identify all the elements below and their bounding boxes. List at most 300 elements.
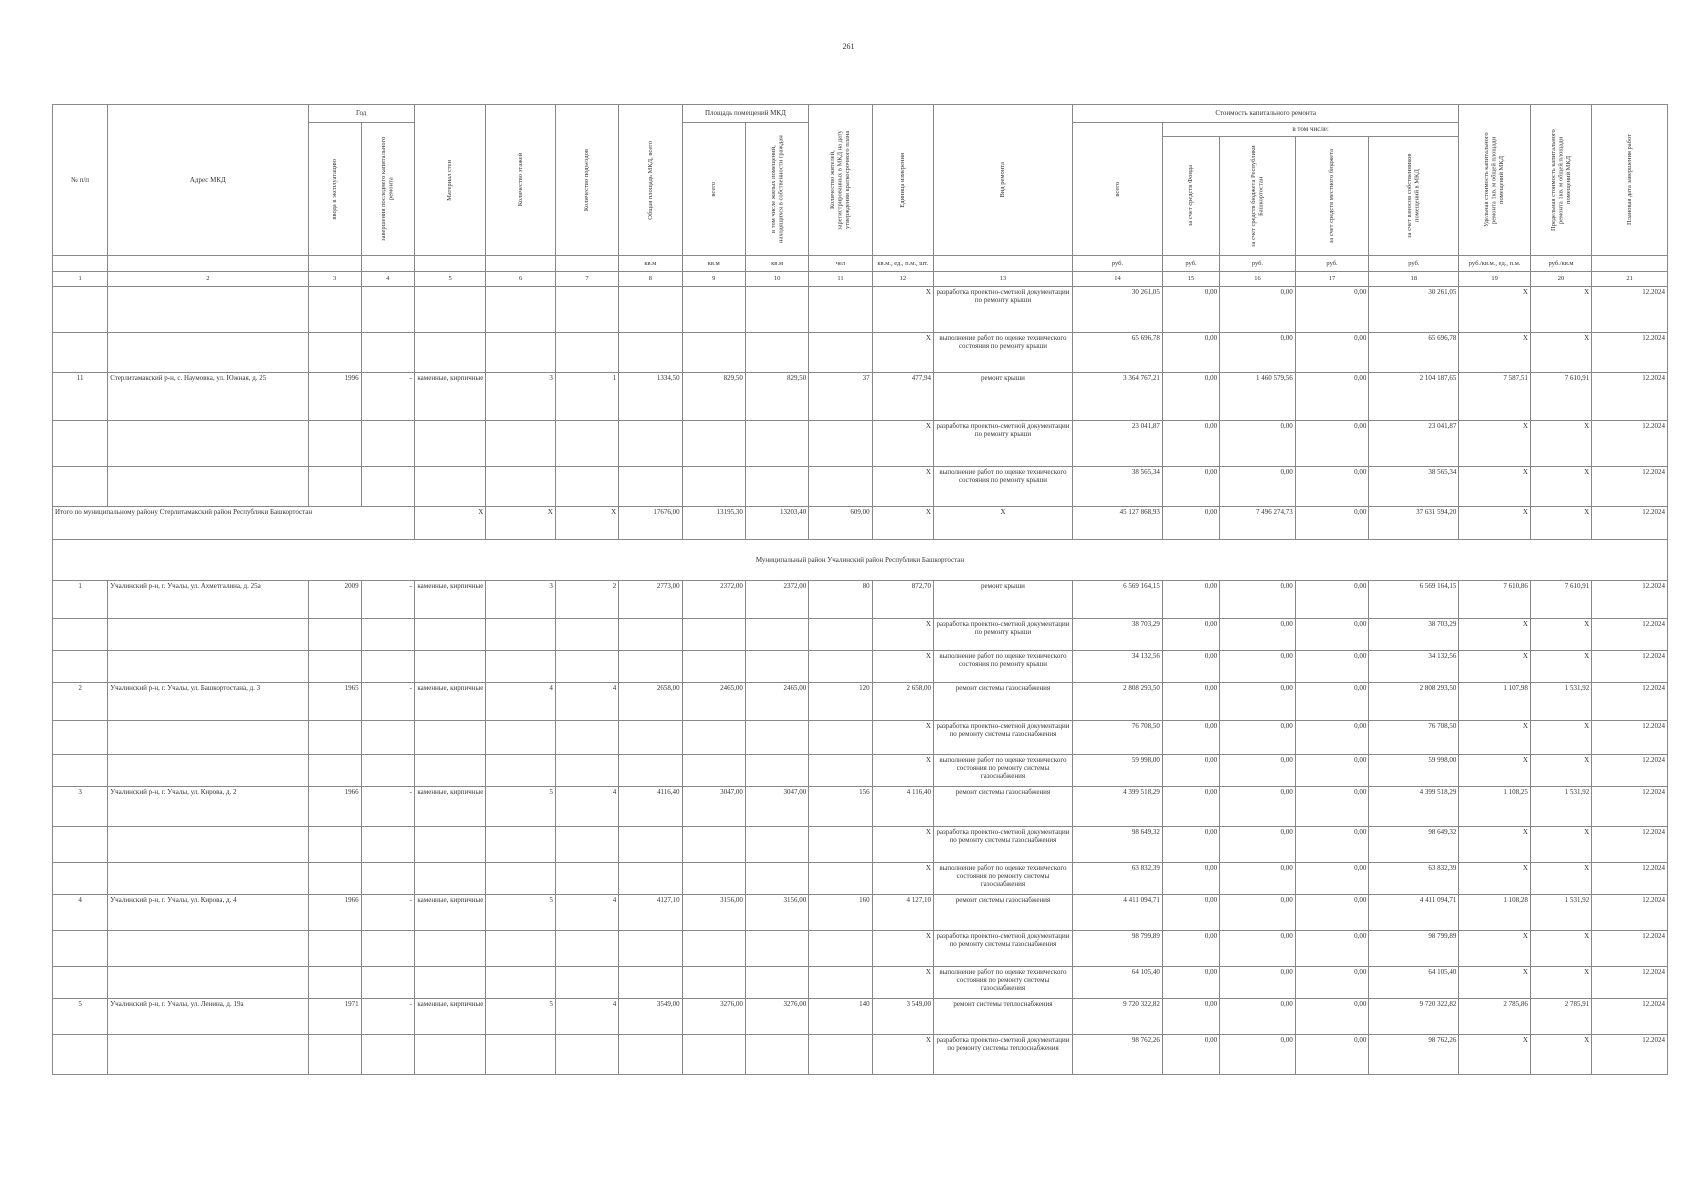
row-work-type: ремонт крыши	[933, 373, 1072, 421]
table-row	[53, 373, 1668, 421]
row-address: Учалинский р-н, г. Учалы, ул. Кирова, д. 4	[108, 895, 308, 931]
row-residents	[809, 421, 872, 467]
row-work-type: ремонт системы теплоснабжения	[933, 999, 1072, 1035]
row-entrances	[555, 721, 618, 755]
row-unit: X	[872, 863, 933, 895]
row-residents	[809, 967, 872, 999]
row-local: 0,00	[1295, 863, 1369, 895]
header-fund: за счет средств Фонда	[1162, 137, 1219, 256]
row-republic: 0,00	[1220, 651, 1296, 683]
row-wall-material	[414, 755, 486, 787]
row-premises-all: 2465,00	[682, 683, 745, 721]
row-republic: 0,00	[1220, 999, 1296, 1035]
row-date: 12.2024	[1592, 683, 1668, 721]
row-unit-cost: X	[1459, 755, 1531, 787]
row-unit: 477,94	[872, 373, 933, 421]
table-row	[53, 421, 1668, 467]
row-premises-owned	[745, 651, 808, 683]
table-row	[53, 755, 1668, 787]
header-premises-all: всего	[682, 123, 745, 256]
row-address	[108, 931, 308, 967]
row-fund: 0,00	[1162, 373, 1219, 421]
row-owners: 38 703,29	[1369, 619, 1459, 651]
row-work-type: выполнение работ по оценке технического состояния по ремонту крыши	[933, 467, 1072, 507]
row-fund: 0,00	[1162, 931, 1219, 967]
row-premises-all: 2372,00	[682, 581, 745, 619]
row-premises-owned: 2372,00	[745, 581, 808, 619]
row-num	[53, 467, 108, 507]
row-total-area: 1334,50	[619, 373, 682, 421]
table-row	[53, 967, 1668, 999]
row-republic: 0,00	[1220, 333, 1296, 373]
row-num	[53, 721, 108, 755]
row-floors	[486, 421, 556, 467]
total-owners: 37 631 594,20	[1369, 507, 1459, 540]
row-premises-owned	[745, 287, 808, 333]
row-year-repair: -	[361, 787, 414, 827]
row-owners: 64 105,40	[1369, 967, 1459, 999]
row-cost-total: 34 132,56	[1072, 651, 1162, 683]
row-local: 0,00	[1295, 755, 1369, 787]
row-max-cost: 7 610,91	[1530, 581, 1591, 619]
row-premises-owned	[745, 967, 808, 999]
row-wall-material	[414, 967, 486, 999]
header-cost-total: всего	[1072, 123, 1162, 256]
row-wall-material	[414, 619, 486, 651]
row-fund: 0,00	[1162, 467, 1219, 507]
row-cost-total: 23 041,87	[1072, 421, 1162, 467]
row-year-repair	[361, 931, 414, 967]
row-floors	[486, 827, 556, 863]
row-local: 0,00	[1295, 1035, 1369, 1075]
row-total-area	[619, 931, 682, 967]
row-unit-cost: 7 587,51	[1459, 373, 1531, 421]
row-entrances	[555, 755, 618, 787]
row-premises-owned	[745, 1035, 808, 1075]
unit-cell: руб.	[1220, 256, 1296, 272]
row-num	[53, 333, 108, 373]
row-wall-material: каменные, кирпичные	[414, 683, 486, 721]
column-numbers-row	[53, 272, 1668, 287]
row-year-repair: -	[361, 683, 414, 721]
column-number: 18	[1369, 272, 1459, 287]
row-premises-all	[682, 755, 745, 787]
row-premises-owned	[745, 619, 808, 651]
row-floors: 5	[486, 999, 556, 1035]
row-entrances: 1	[555, 373, 618, 421]
row-unit: 3 549,00	[872, 999, 933, 1035]
row-cost-total: 98 762,26	[1072, 1035, 1162, 1075]
row-year-built	[308, 421, 361, 467]
row-residents	[809, 651, 872, 683]
row-address: Стерлитамакский р-н, с. Наумовка, ул. Южная, д. 25	[108, 373, 308, 421]
row-floors	[486, 1035, 556, 1075]
total-date: 12.2024	[1592, 507, 1668, 540]
row-premises-owned: 3156,00	[745, 895, 808, 931]
column-number: 19	[1459, 272, 1531, 287]
row-work-type: разработка проектно-сметной документации по ремонту системы теплоснабжения	[933, 1035, 1072, 1075]
row-num	[53, 863, 108, 895]
row-max-cost: X	[1530, 421, 1591, 467]
row-unit-cost: 1 108,28	[1459, 895, 1531, 931]
row-entrances: 4	[555, 895, 618, 931]
row-work-type: ремонт системы газоснабжения	[933, 895, 1072, 931]
row-date: 12.2024	[1592, 827, 1668, 863]
total-republic: 7 496 274,73	[1220, 507, 1296, 540]
units-row	[53, 256, 1668, 272]
capital-repair-table-sheet	[52, 104, 1668, 1075]
unit-cell: руб.	[1369, 256, 1459, 272]
column-number: 13	[933, 272, 1072, 287]
row-num	[53, 755, 108, 787]
unit-cell: руб./кв.м	[1530, 256, 1591, 272]
row-num: 11	[53, 373, 108, 421]
row-wall-material: каменные, кирпичные	[414, 787, 486, 827]
row-owners: 2 808 293,50	[1369, 683, 1459, 721]
row-num	[53, 619, 108, 651]
column-number: 3	[308, 272, 361, 287]
row-cost-total: 4 399 518,29	[1072, 787, 1162, 827]
row-year-repair: -	[361, 373, 414, 421]
row-unit-cost: X	[1459, 827, 1531, 863]
row-entrances	[555, 827, 618, 863]
row-owners: 38 565,34	[1369, 467, 1459, 507]
row-num	[53, 651, 108, 683]
row-entrances	[555, 287, 618, 333]
row-republic: 0,00	[1220, 755, 1296, 787]
row-year-built	[308, 863, 361, 895]
row-wall-material: каменные, кирпичные	[414, 373, 486, 421]
row-year-built	[308, 651, 361, 683]
total-premises-all: 13195,30	[682, 507, 745, 540]
row-total-area: 4127,10	[619, 895, 682, 931]
unit-cell	[1592, 256, 1668, 272]
row-year-repair: -	[361, 999, 414, 1035]
row-fund: 0,00	[1162, 721, 1219, 755]
table-row	[53, 581, 1668, 619]
row-fund: 0,00	[1162, 287, 1219, 333]
row-cost-total: 3 364 767,21	[1072, 373, 1162, 421]
row-year-repair	[361, 827, 414, 863]
row-fund: 0,00	[1162, 619, 1219, 651]
unit-cell: чел	[809, 256, 872, 272]
header-plan-date: Плановая дата завершения работ	[1592, 105, 1668, 256]
row-premises-owned	[745, 931, 808, 967]
row-year-repair	[361, 287, 414, 333]
row-premises-all	[682, 967, 745, 999]
row-unit-cost: 2 785,86	[1459, 999, 1531, 1035]
row-total-area	[619, 421, 682, 467]
row-address	[108, 467, 308, 507]
row-floors	[486, 467, 556, 507]
total-entrances: X	[555, 507, 618, 540]
row-total-area	[619, 721, 682, 755]
unit-cell	[486, 256, 556, 272]
table-row	[53, 863, 1668, 895]
row-work-type: выполнение работ по оценке технического состояния по ремонту крыши	[933, 333, 1072, 373]
row-wall-material	[414, 333, 486, 373]
row-work-type: разработка проектно-сметной документации по ремонту системы газоснабжения	[933, 827, 1072, 863]
row-residents	[809, 467, 872, 507]
row-num: 1	[53, 581, 108, 619]
row-address	[108, 721, 308, 755]
row-floors	[486, 755, 556, 787]
table-row	[53, 895, 1668, 931]
header-cost-group: Стоимость капитального ремонта	[1072, 105, 1458, 123]
row-fund: 0,00	[1162, 967, 1219, 999]
row-max-cost: X	[1530, 333, 1591, 373]
row-republic: 0,00	[1220, 787, 1296, 827]
rows-uchaly	[53, 581, 1668, 1075]
row-address	[108, 287, 308, 333]
row-unit: X	[872, 967, 933, 999]
row-republic: 0,00	[1220, 895, 1296, 931]
row-owners: 76 708,50	[1369, 721, 1459, 755]
row-work-type: ремонт системы газоснабжения	[933, 683, 1072, 721]
row-entrances: 4	[555, 999, 618, 1035]
row-entrances	[555, 421, 618, 467]
table-row	[53, 999, 1668, 1035]
row-premises-all: 3047,00	[682, 787, 745, 827]
row-premises-all	[682, 619, 745, 651]
row-date: 12.2024	[1592, 755, 1668, 787]
row-unit: X	[872, 421, 933, 467]
row-total-area	[619, 619, 682, 651]
row-max-cost: X	[1530, 755, 1591, 787]
row-unit-cost: X	[1459, 421, 1531, 467]
header-address: Адрес МКД	[108, 105, 308, 256]
row-republic: 0,00	[1220, 1035, 1296, 1075]
row-total-area	[619, 1035, 682, 1075]
row-total-area	[619, 967, 682, 999]
row-floors: 5	[486, 895, 556, 931]
row-year-repair	[361, 467, 414, 507]
row-date: 12.2024	[1592, 287, 1668, 333]
row-unit: X	[872, 467, 933, 507]
header-local: за счет средств местного бюджета	[1295, 137, 1369, 256]
row-republic: 0,00	[1220, 931, 1296, 967]
row-republic: 0,00	[1220, 967, 1296, 999]
header-unit: Единица измерения	[872, 105, 933, 256]
row-cost-total: 9 720 322,82	[1072, 999, 1162, 1035]
row-wall-material: каменные, кирпичные	[414, 999, 486, 1035]
row-unit: X	[872, 287, 933, 333]
section-row	[53, 540, 1668, 581]
row-year-built	[308, 931, 361, 967]
row-cost-total: 6 569 164,15	[1072, 581, 1162, 619]
row-fund: 0,00	[1162, 755, 1219, 787]
unit-cell: руб./кв.м., ед., п.м.	[1459, 256, 1531, 272]
row-local: 0,00	[1295, 683, 1369, 721]
section-title: Муниципальный район Учалинский район Республики Башкортостан	[53, 540, 1668, 581]
row-residents	[809, 721, 872, 755]
row-residents	[809, 1035, 872, 1075]
row-premises-all	[682, 467, 745, 507]
row-year-built	[308, 721, 361, 755]
row-work-type: выполнение работ по оценке технического состояния по ремонту системы газоснабжения	[933, 863, 1072, 895]
row-date: 12.2024	[1592, 1035, 1668, 1075]
row-unit-cost: X	[1459, 967, 1531, 999]
row-premises-all	[682, 1035, 745, 1075]
unit-cell	[414, 256, 486, 272]
row-owners: 65 696,78	[1369, 333, 1459, 373]
row-local: 0,00	[1295, 421, 1369, 467]
row-floors	[486, 721, 556, 755]
header-year-last-repair: завершения последнего капитального ремонта	[361, 123, 414, 256]
row-wall-material	[414, 721, 486, 755]
total-unit-cost: X	[1459, 507, 1531, 540]
row-premises-owned: 2465,00	[745, 683, 808, 721]
row-local: 0,00	[1295, 895, 1369, 931]
row-local: 0,00	[1295, 467, 1369, 507]
row-cost-total: 98 799,89	[1072, 931, 1162, 967]
row-republic: 0,00	[1220, 721, 1296, 755]
row-premises-owned: 829,50	[745, 373, 808, 421]
row-address: Учалинский р-н, г. Учалы, ул. Ахметгалина, д. 25а	[108, 581, 308, 619]
row-premises-owned	[745, 333, 808, 373]
row-floors	[486, 863, 556, 895]
row-unit-cost: X	[1459, 1035, 1531, 1075]
column-number: 4	[361, 272, 414, 287]
header-floors: Количество этажей	[486, 105, 556, 256]
row-total-area: 3549,00	[619, 999, 682, 1035]
row-year-repair	[361, 421, 414, 467]
row-premises-all	[682, 287, 745, 333]
header-num: № п/п	[53, 105, 108, 256]
row-address	[108, 421, 308, 467]
row-year-repair: -	[361, 581, 414, 619]
column-number: 2	[108, 272, 308, 287]
row-floors: 4	[486, 683, 556, 721]
row-premises-all	[682, 651, 745, 683]
row-local: 0,00	[1295, 619, 1369, 651]
row-unit-cost: X	[1459, 333, 1531, 373]
row-year-built	[308, 1035, 361, 1075]
row-address	[108, 651, 308, 683]
row-residents	[809, 619, 872, 651]
row-wall-material	[414, 827, 486, 863]
row-floors	[486, 333, 556, 373]
total-label: Итого по муниципальному району Стерлитамакский район Республики Башкортостан	[53, 507, 415, 540]
row-total-area: 2773,00	[619, 581, 682, 619]
row-fund: 0,00	[1162, 333, 1219, 373]
total-fund: 0,00	[1162, 507, 1219, 540]
row-work-type: выполнение работ по оценке технического состояния по ремонту системы газоснабжения	[933, 755, 1072, 787]
row-residents: 156	[809, 787, 872, 827]
row-local: 0,00	[1295, 581, 1369, 619]
row-unit-cost: 7 610,86	[1459, 581, 1531, 619]
table-row	[53, 931, 1668, 967]
row-unit-cost: 1 108,25	[1459, 787, 1531, 827]
row-max-cost: X	[1530, 287, 1591, 333]
row-residents: 37	[809, 373, 872, 421]
row-max-cost: X	[1530, 967, 1591, 999]
header-premises-owned: в том числе жилых помещений, находящихся в собственности граждан	[745, 123, 808, 256]
table-row	[53, 651, 1668, 683]
row-residents: 120	[809, 683, 872, 721]
row-year-repair	[361, 619, 414, 651]
row-work-type: выполнение работ по оценке технического состояния по ремонту крыши	[933, 651, 1072, 683]
row-owners: 2 104 187,65	[1369, 373, 1459, 421]
row-year-repair: -	[361, 895, 414, 931]
row-num	[53, 1035, 108, 1075]
row-date: 12.2024	[1592, 863, 1668, 895]
header-entrances: Количество подъездов	[555, 105, 618, 256]
header-year-built: ввода в эксплуатацию	[308, 123, 361, 256]
row-unit: 872,70	[872, 581, 933, 619]
row-floors: 3	[486, 581, 556, 619]
row-premises-all: 829,50	[682, 373, 745, 421]
row-unit-cost: 1 107,98	[1459, 683, 1531, 721]
total-max-cost: X	[1530, 507, 1591, 540]
row-owners: 98 799,89	[1369, 931, 1459, 967]
row-wall-material	[414, 1035, 486, 1075]
row-entrances	[555, 333, 618, 373]
header-residents: Количество жителей, зарегистрированных в МКД на дату утверждения краткосрочного плана	[809, 105, 872, 256]
row-work-type: разработка проектно-сметной документации по ремонту системы газоснабжения	[933, 931, 1072, 967]
row-residents: 160	[809, 895, 872, 931]
row-year-built: 1966	[308, 787, 361, 827]
capital-repair-table	[52, 104, 1668, 1075]
row-local: 0,00	[1295, 827, 1369, 863]
row-num	[53, 421, 108, 467]
row-unit-cost: X	[1459, 931, 1531, 967]
row-work-type: выполнение работ по оценке технического состояния по ремонту системы газоснабжения	[933, 967, 1072, 999]
total-cost: 45 127 868,93	[1072, 507, 1162, 540]
row-local: 0,00	[1295, 287, 1369, 333]
row-unit: X	[872, 651, 933, 683]
row-local: 0,00	[1295, 651, 1369, 683]
row-premises-owned	[745, 421, 808, 467]
row-premises-owned: 3276,00	[745, 999, 808, 1035]
row-year-built	[308, 967, 361, 999]
row-premises-all	[682, 863, 745, 895]
row-num: 4	[53, 895, 108, 931]
row-num	[53, 967, 108, 999]
unit-cell: руб.	[1162, 256, 1219, 272]
row-wall-material	[414, 287, 486, 333]
row-residents	[809, 863, 872, 895]
column-number: 20	[1530, 272, 1591, 287]
row-year-repair	[361, 333, 414, 373]
row-floors	[486, 967, 556, 999]
row-entrances	[555, 931, 618, 967]
row-max-cost: 1 531,92	[1530, 683, 1591, 721]
row-total-area	[619, 651, 682, 683]
row-date: 12.2024	[1592, 895, 1668, 931]
row-date: 12.2024	[1592, 421, 1668, 467]
row-cost-total: 38 703,29	[1072, 619, 1162, 651]
row-republic: 0,00	[1220, 581, 1296, 619]
column-number: 5	[414, 272, 486, 287]
header-owners: за счет взносов собственников помещений в МКД	[1369, 137, 1459, 256]
row-owners: 9 720 322,82	[1369, 999, 1459, 1035]
row-work-type: разработка проектно-сметной документации по ремонту крыши	[933, 619, 1072, 651]
row-num	[53, 287, 108, 333]
column-number: 12	[872, 272, 933, 287]
row-max-cost: X	[1530, 721, 1591, 755]
row-year-built	[308, 333, 361, 373]
row-premises-all	[682, 827, 745, 863]
row-local: 0,00	[1295, 999, 1369, 1035]
row-local: 0,00	[1295, 721, 1369, 755]
row-premises-owned: 3047,00	[745, 787, 808, 827]
row-entrances: 2	[555, 581, 618, 619]
row-year-built	[308, 755, 361, 787]
row-date: 12.2024	[1592, 373, 1668, 421]
row-total-area	[619, 467, 682, 507]
unit-cell	[933, 256, 1072, 272]
